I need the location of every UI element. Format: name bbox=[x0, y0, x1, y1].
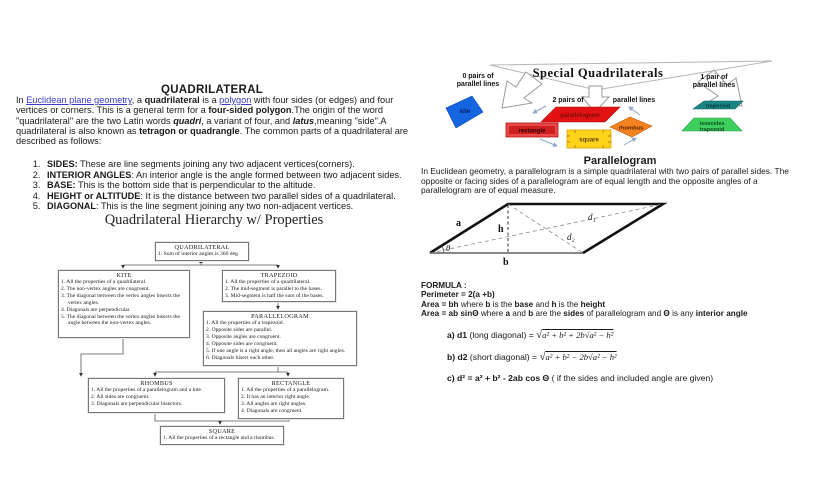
text-segment: is the bbox=[490, 299, 515, 309]
node-title: QUADRILATERAL bbox=[174, 244, 230, 251]
text-segment: a) bbox=[447, 330, 455, 340]
text-segment: ,meaning "side".A quadrilateral is also known as bbox=[16, 115, 387, 137]
list-item-lead: SIDES: bbox=[47, 159, 78, 169]
parts-list-item-diagonal bbox=[43, 201, 433, 212]
text-segment: √ bbox=[588, 352, 593, 362]
text-segment: c) bbox=[447, 373, 455, 383]
property-line: 3. Mid-segment is half the sum of the bases. bbox=[225, 292, 324, 299]
list-item-text: These are line segments joining any two adjacent vertices(corners). bbox=[77, 159, 355, 169]
parallelogram-title: Parallelogram bbox=[583, 155, 657, 167]
text-segment: , a variant of four, and bbox=[201, 115, 293, 126]
base-b-label: b bbox=[503, 257, 509, 268]
isosceles-trapezoid-label-line1: isosceles bbox=[699, 121, 725, 127]
text-segment: interior angle bbox=[695, 308, 748, 318]
node-title: TRAPEZOID bbox=[260, 272, 298, 279]
text-segment: d² = a² + b² - 2ab cos Θ bbox=[457, 373, 550, 383]
text-segment: ( if the sides and included angle are given) bbox=[549, 373, 714, 383]
square-label: square bbox=[579, 137, 599, 144]
two-pairs-label-right: parallel lines bbox=[612, 97, 656, 104]
text-segment: b bbox=[528, 308, 534, 318]
page-title: QUADRILATERAL bbox=[160, 83, 264, 96]
property-line: 1. All the properties of a rectangle and a rhombus. bbox=[163, 435, 275, 441]
formula-section bbox=[421, 281, 748, 318]
node-rectangle bbox=[238, 378, 344, 419]
hyperlink[interactable]: Euclidean plane geometry bbox=[26, 95, 132, 105]
list-item-lead: DIAGONAL bbox=[47, 201, 96, 212]
text-segment: a² − h² bbox=[592, 352, 617, 362]
property-line: 3. Diagonals are perpendicular bisectors. bbox=[91, 400, 183, 407]
node-properties bbox=[89, 387, 224, 408]
text-segment: latus bbox=[292, 115, 315, 126]
text-segment: is a bbox=[199, 95, 220, 105]
text-segment: Θ bbox=[663, 308, 670, 318]
rectangle-label: rectangle bbox=[518, 128, 546, 135]
text-segment: height bbox=[580, 299, 606, 309]
text-segment: base bbox=[514, 299, 534, 309]
relation-arrow bbox=[629, 107, 640, 115]
text-segment: Area = ab sinΘ bbox=[421, 308, 479, 318]
node-properties bbox=[239, 387, 343, 415]
angle-theta-label: θ bbox=[446, 243, 451, 253]
list-item-lead: BASE: bbox=[47, 180, 76, 191]
text-segment: Perimeter = 2(a +b) bbox=[421, 290, 495, 300]
text-segment: of parallelogram and bbox=[584, 308, 664, 318]
property-line: 1. Sum of interior angles is 360 deg. bbox=[158, 251, 240, 257]
special-title: Special Quadrilaterals bbox=[532, 66, 664, 80]
hierarchy-title: Quadrilateral Hierarchy w/ Properties bbox=[104, 212, 324, 228]
parts-list-item-interior-angles bbox=[43, 170, 433, 181]
node-title: RECTANGLE bbox=[271, 380, 311, 387]
two-pairs-label-left: 2 pairs of bbox=[552, 97, 584, 104]
text-segment: sides bbox=[563, 308, 585, 318]
text-segment: h bbox=[551, 299, 557, 309]
text-segment: b) bbox=[447, 352, 456, 362]
hierarchy-diagram bbox=[55, 239, 363, 461]
diagonal-2-label: d₂ bbox=[567, 232, 575, 242]
text-segment: where bbox=[458, 299, 486, 309]
text-segment: , a bbox=[131, 95, 145, 105]
relation-arrow bbox=[624, 138, 636, 145]
text-segment: with four sides (or edges) and four vertices or corners. This is a general term for a bbox=[16, 95, 394, 116]
parts-list-item-base bbox=[43, 180, 433, 191]
area-absin-formula bbox=[421, 309, 748, 318]
node-parallelogram bbox=[203, 311, 357, 366]
text-segment: √ bbox=[584, 330, 590, 340]
text-segment: is any bbox=[669, 308, 696, 318]
text-segment: (short diagonal) = bbox=[467, 352, 540, 362]
node-title: KITE bbox=[116, 272, 132, 279]
hyperlink[interactable]: polygon bbox=[219, 95, 252, 105]
text-segment: . The common parts of a quadrilateral are described as follows: bbox=[16, 126, 408, 147]
perimeter-formula bbox=[421, 290, 748, 299]
list-item-text: : This is the line segment joining any two non-adjacent vertices. bbox=[96, 201, 354, 212]
property-line: 5. The diagonal between the vertex angles bisects the angle between the non-vertex angles. bbox=[61, 313, 181, 327]
height-h-label: h bbox=[498, 224, 504, 235]
property-line: 4. Diagonals are congruent. bbox=[241, 407, 303, 414]
node-properties bbox=[59, 279, 189, 327]
text-segment: a² − h² bbox=[589, 330, 614, 340]
text-segment: tetragon or quadrangle bbox=[139, 126, 240, 137]
node-quadrilateral bbox=[155, 242, 249, 261]
parts-list-item-sides bbox=[43, 159, 433, 170]
formula-heading: FORMULA : bbox=[421, 281, 467, 290]
short-diagonal-formula bbox=[447, 351, 713, 363]
property-line: 2. The non-vertex angles are congruent. bbox=[61, 285, 150, 292]
text-segment: quadrilateral bbox=[144, 95, 200, 105]
parallelogram-paragraph: In Euclidean geometry, a parallelogram is a simple quadrilateral with two pairs of parallel sides. The opposite or facing sides of a parallelogram are of equal length and the opposite angles of a parallelogram are of equal measure. bbox=[421, 166, 789, 196]
node-properties bbox=[204, 320, 356, 361]
parts-list-item-height bbox=[43, 191, 433, 202]
list-item-text: This is the bottom side that is perpendicular to the altitude. bbox=[75, 180, 316, 191]
trapezoid-label: trapezoid bbox=[705, 103, 731, 110]
diagonal-1-label: d₁ bbox=[588, 212, 596, 222]
text-segment: In bbox=[16, 95, 27, 105]
text-segment: .The origin of the word "quadrilateral" are the two Latin words bbox=[16, 105, 383, 126]
text-segment: b bbox=[485, 299, 491, 309]
property-line: 1. All the properties of a quadrilateral. bbox=[225, 279, 311, 285]
text-segment: and bbox=[510, 308, 529, 318]
node-title: SQUARE bbox=[208, 428, 236, 435]
isosceles-trapezoid-label-line2: trapezoid bbox=[699, 127, 725, 133]
text-segment: four-sided polygon bbox=[208, 105, 292, 116]
list-item-text: : It is the distance between two parallel sides of a quadrilateral. bbox=[140, 190, 396, 201]
text-segment: a² + b² − 2b bbox=[545, 352, 589, 362]
property-line: 1. All the properties of a quadrilateral. bbox=[61, 279, 147, 285]
side-a-label: a bbox=[456, 218, 461, 229]
node-title: PARALLELOGRAM bbox=[251, 313, 309, 320]
list-item-lead: INTERIOR ANGLES bbox=[47, 169, 132, 180]
property-line: 1. All the properties of a parallelogram and a kite. bbox=[91, 387, 203, 393]
long-diagonal-formula bbox=[447, 329, 713, 341]
one-pair-label-line1: 1 pair of bbox=[700, 74, 728, 81]
one-pair-label-line2: parallel lines bbox=[692, 82, 736, 89]
special-quadrilaterals-figure bbox=[428, 56, 828, 168]
text-segment: quadri bbox=[173, 115, 202, 126]
property-line: 5. If one angle is a right angle, then all angles are right angles. bbox=[206, 347, 346, 354]
node-properties bbox=[156, 251, 248, 258]
area-bh-formula bbox=[421, 300, 748, 309]
parts-list bbox=[16, 159, 433, 212]
parallelogram-label: parallelogram bbox=[560, 113, 600, 119]
text-segment: and bbox=[533, 299, 552, 309]
node-rhombus bbox=[88, 378, 225, 413]
text-segment: √ bbox=[536, 329, 543, 341]
property-line: 1. All the properties of a parallelogram. bbox=[241, 387, 330, 393]
property-line: 4. Opposite sides are congruent. bbox=[206, 340, 278, 347]
property-line: 1. All the properties of a trapezoid. bbox=[206, 320, 284, 326]
rhombus-label: rhombus bbox=[618, 125, 644, 132]
text-segment: is the bbox=[556, 299, 581, 309]
list-item-text: : An interior angle is the angle formed between two adjacent sides. bbox=[131, 169, 402, 180]
property-line: 3. Opposite angles are congruent. bbox=[206, 333, 281, 340]
node-title: RHOMBUS bbox=[140, 380, 173, 387]
text-segment: are the bbox=[533, 308, 564, 318]
node-kite bbox=[58, 270, 190, 338]
law-of-cosines-formula bbox=[447, 373, 713, 383]
text-segment: a bbox=[505, 308, 510, 318]
property-line: 3. The diagonal between the vertex angles bisects the vertex angles. bbox=[61, 292, 181, 306]
property-line: 4. Diagonals are perpendicular. bbox=[61, 306, 131, 313]
node-properties bbox=[223, 279, 335, 300]
text-segment: a² + b² + 2b bbox=[542, 330, 585, 340]
property-line: 2. Opposite sides are parallel. bbox=[206, 326, 273, 333]
parallelogram-figure bbox=[420, 197, 750, 271]
node-properties bbox=[161, 435, 283, 442]
kite-label: kite bbox=[459, 109, 471, 115]
text-segment: (long diagonal) = bbox=[467, 330, 537, 340]
property-line: 3. All angles are right angles. bbox=[241, 400, 307, 407]
text-segment: where bbox=[478, 308, 506, 318]
relation-arrow bbox=[533, 106, 546, 113]
property-line: 6. Diagonals bisect each other. bbox=[206, 354, 275, 361]
property-line: 2. The mid-segment is parallel to the bases. bbox=[225, 285, 322, 292]
node-square bbox=[160, 426, 284, 445]
list-item-lead: HEIGHT or ALTITUDE bbox=[47, 190, 141, 201]
text-segment: d1 bbox=[457, 330, 468, 340]
diagonal-formula-list bbox=[447, 329, 713, 393]
zero-pairs-label-line2: parallel lines bbox=[456, 81, 500, 88]
text-segment: √ bbox=[539, 351, 546, 363]
text-segment: d2 bbox=[457, 352, 468, 362]
zero-pairs-label-line1: 0 pairs of bbox=[462, 73, 494, 80]
text-segment: Area = bh bbox=[421, 299, 459, 309]
property-line: 2. All sides are congruent. bbox=[91, 393, 150, 400]
node-trapezoid bbox=[222, 270, 336, 302]
relation-arrow bbox=[540, 139, 557, 146]
intro-paragraph bbox=[16, 95, 412, 147]
property-line: 2. It has an interior right angle. bbox=[241, 393, 311, 400]
